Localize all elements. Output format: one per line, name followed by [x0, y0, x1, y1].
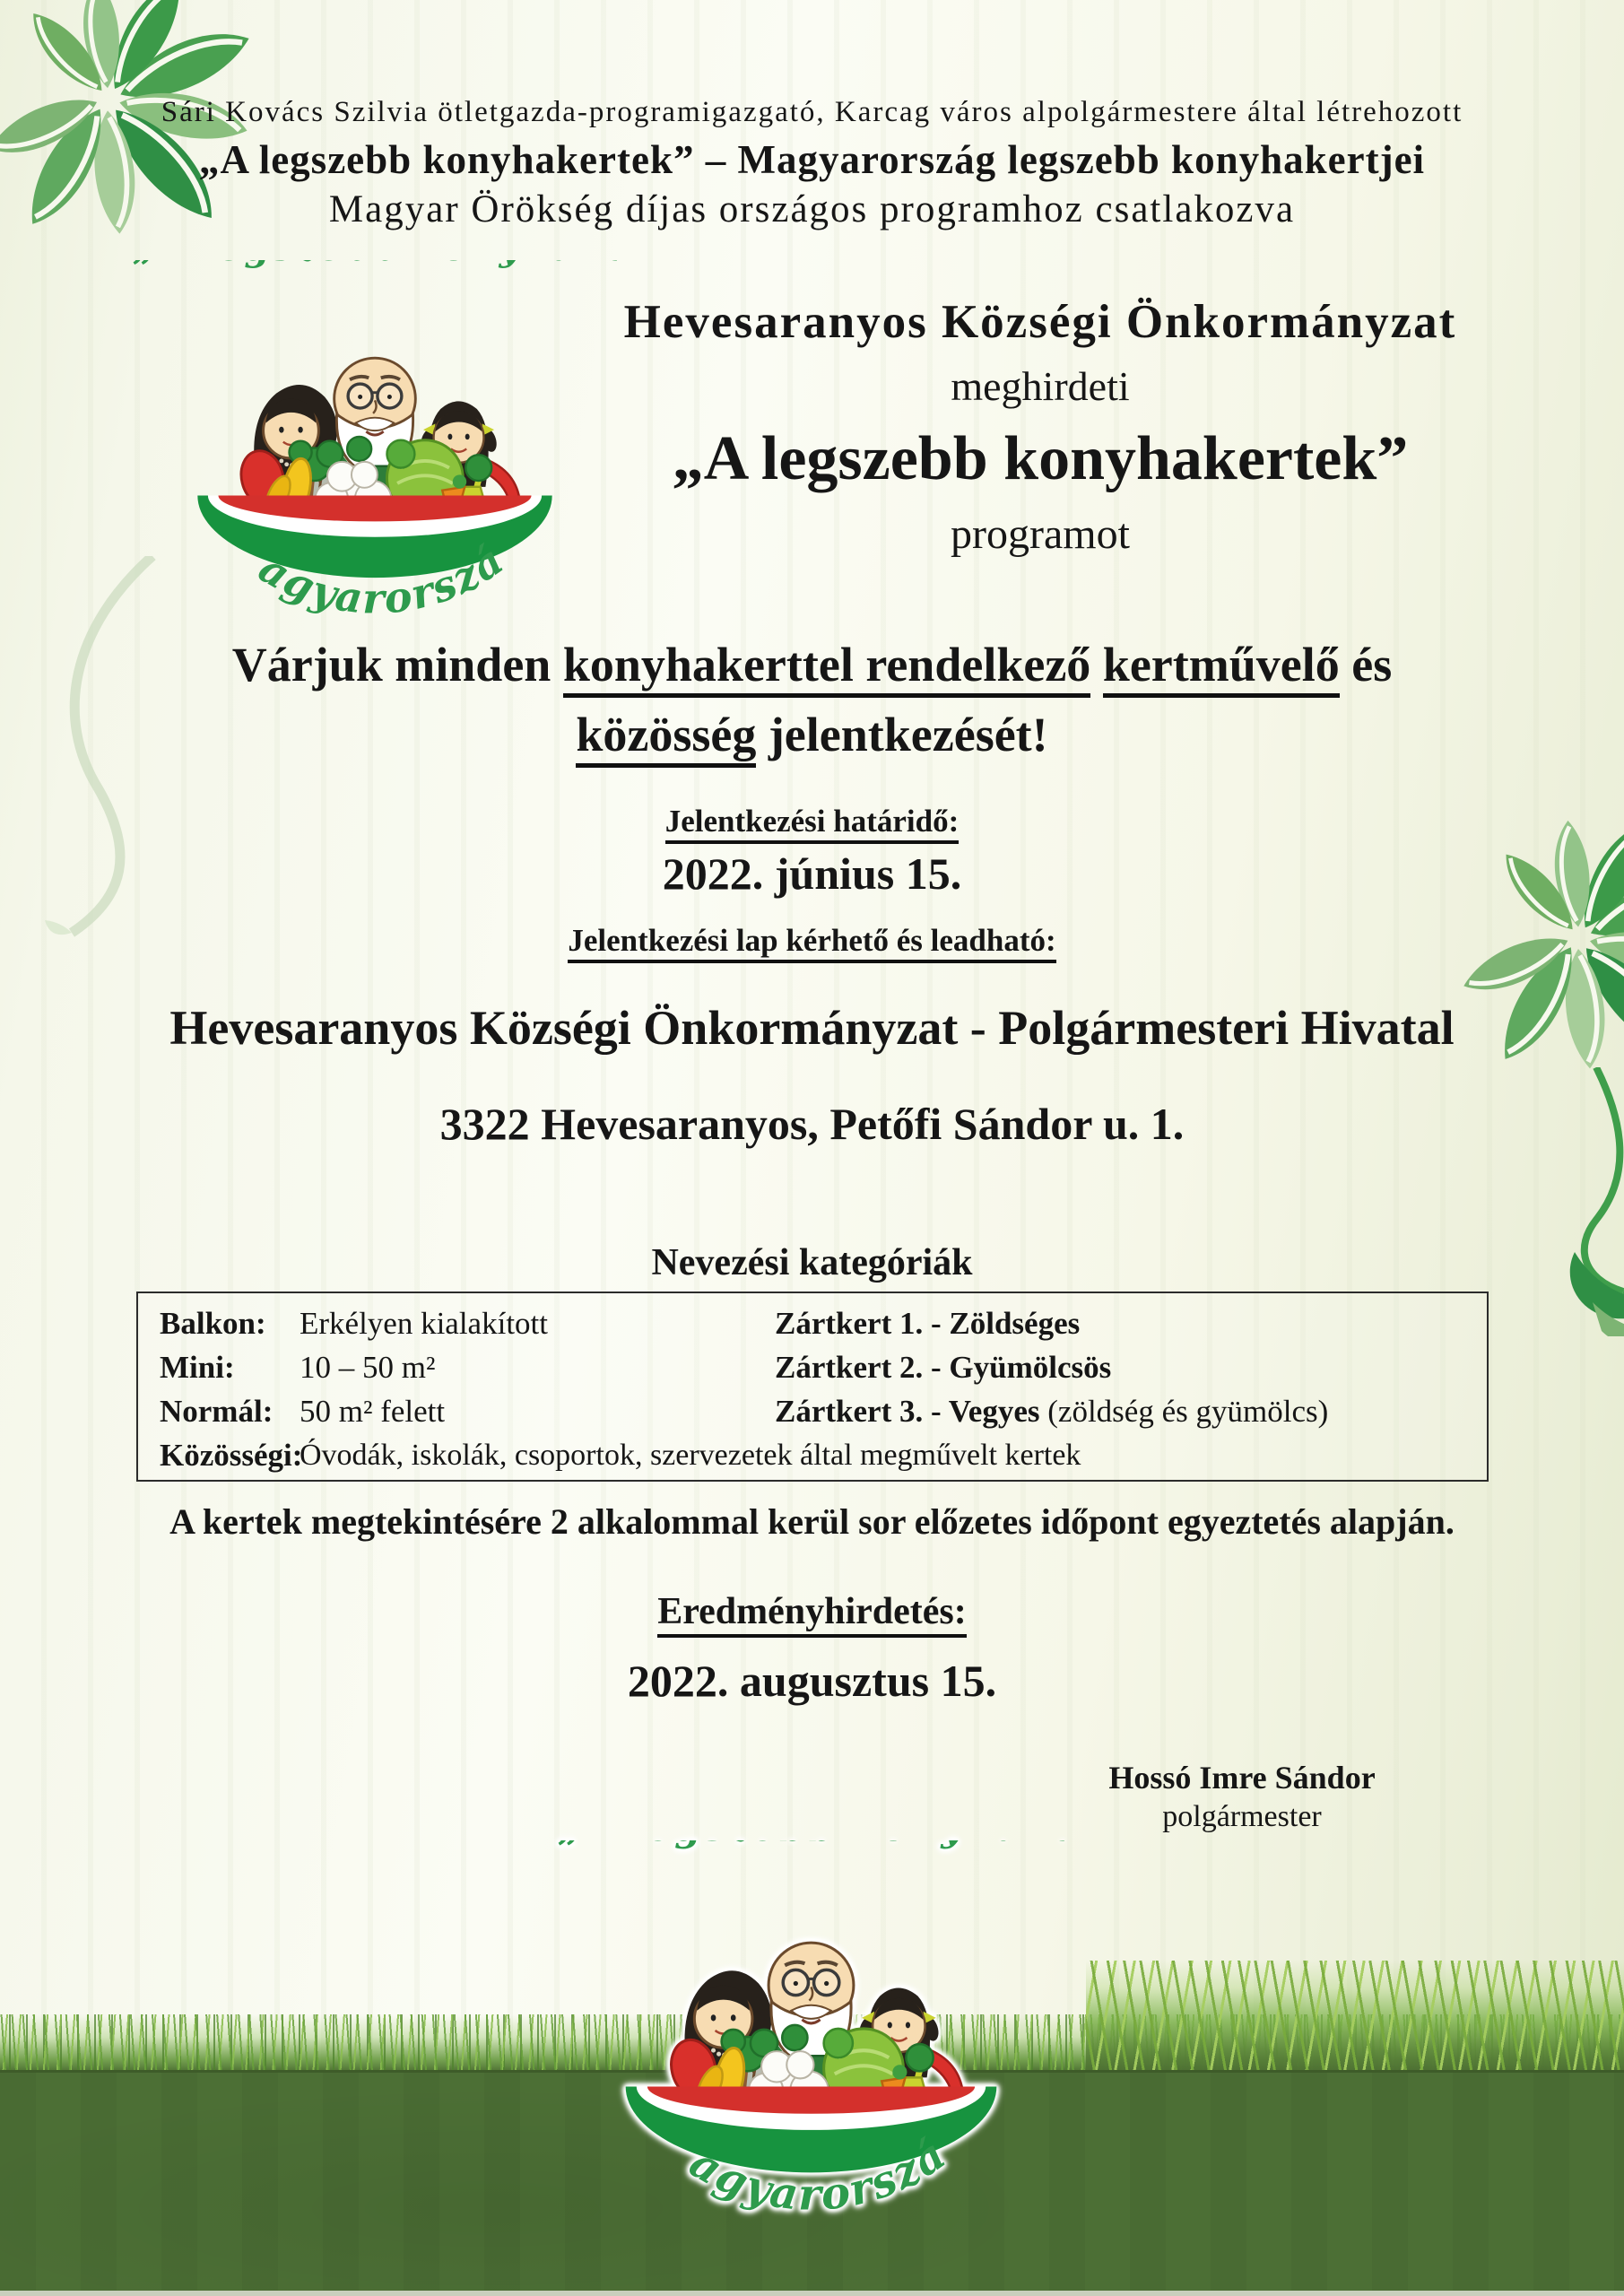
table-row — [138, 1434, 1487, 1477]
invitation-underlined-2: kertművelő — [1103, 638, 1340, 698]
header-line-1: Sári Kovács Szilvia ötletgazda-programigazgató, Karcag város alpolgármestere által létrehozott — [161, 96, 1463, 128]
program-object: programot — [951, 510, 1130, 558]
invitation-line-1 — [0, 630, 1624, 700]
category-label: Balkon: — [160, 1306, 266, 1341]
category-label: Normál: — [160, 1394, 274, 1429]
header — [0, 90, 1624, 235]
results-section — [0, 1589, 1624, 1634]
category-desc: 50 m² felett — [300, 1394, 446, 1429]
signature-name: Hossó Imre Sándor — [1108, 1760, 1376, 1796]
application-label: Jelentkezési lap kérhető és leadható: — [568, 923, 1055, 963]
category-label: Közösségi: — [160, 1438, 303, 1473]
category-desc: 10 – 50 m² — [300, 1350, 436, 1385]
table-row — [138, 1390, 1487, 1433]
invitation-tail-2: jelentkezését! — [756, 708, 1048, 761]
venue-address: 3322 Hevesaranyos, Petőfi Sándor u. 1. — [439, 1099, 1185, 1149]
results-date: 2022. augusztus 15. — [627, 1656, 997, 1706]
category-desc: Erkélyen kialakított — [300, 1306, 548, 1341]
page-bottom-edge — [0, 2291, 1624, 2296]
program-logo-bottom — [558, 1840, 1064, 2230]
signature-title: polgármester — [1162, 1800, 1322, 1833]
categories-title: Nevezési kategóriák — [651, 1242, 973, 1283]
header-line-2: „A legszebb konyhakertek” – Magyarország legszebb konyhakertjei — [198, 137, 1426, 182]
deadline-date: 2022. június 15. — [662, 848, 962, 899]
category-desc: Óvodák, iskolák, csoportok, szervezetek által megművelt kertek — [300, 1439, 1081, 1472]
deadline-label: Jelentkezési határidő: — [665, 804, 960, 844]
signature-block — [986, 1758, 1498, 1837]
category-zone: Zártkert 2. - Gyümölcsös — [775, 1350, 1112, 1385]
visit-note: A kertek megtekintésére 2 alkalommal kerül sor előzetes időpont egyeztetés alapján. — [169, 1501, 1455, 1542]
announcement — [413, 292, 1624, 561]
invitation-lead: Várjuk minden — [231, 638, 563, 691]
table-row — [138, 1302, 1487, 1345]
categories-table — [136, 1292, 1489, 1482]
organization-name: Hevesaranyos Községi Önkormányzat — [623, 296, 1457, 348]
category-label: Mini: — [160, 1350, 235, 1385]
results-label: Eredményhirdetés: — [657, 1591, 967, 1638]
venue-office: Hevesaranyos Községi Önkormányzat - Polgármesteri Hivatal — [169, 1001, 1455, 1055]
announcement-verb: meghirdeti — [951, 363, 1130, 409]
invitation-underlined-1: konyhakerttel rendelkező — [563, 638, 1090, 698]
invitation-underlined-3: közösség — [576, 708, 756, 768]
deadline-section — [0, 803, 1624, 840]
invitation-tail-1: és — [1339, 638, 1393, 691]
table-row — [138, 1346, 1487, 1389]
invitation-space — [1090, 638, 1103, 691]
grass-tuft-right — [1086, 1961, 1624, 2072]
category-zone: Zártkert 1. - Zöldséges — [775, 1306, 1081, 1341]
application-section — [0, 922, 1624, 960]
header-line-3: Magyar Örökség díjas országos programhoz csatlakozva — [328, 188, 1296, 230]
invitation-line-2 — [0, 700, 1624, 770]
category-zone: Zártkert 3. - Vegyes (zöldség és gyümölcs) — [775, 1394, 1329, 1429]
program-title: „A legszebb konyhakertek” — [672, 424, 1409, 493]
invitation — [0, 630, 1624, 770]
